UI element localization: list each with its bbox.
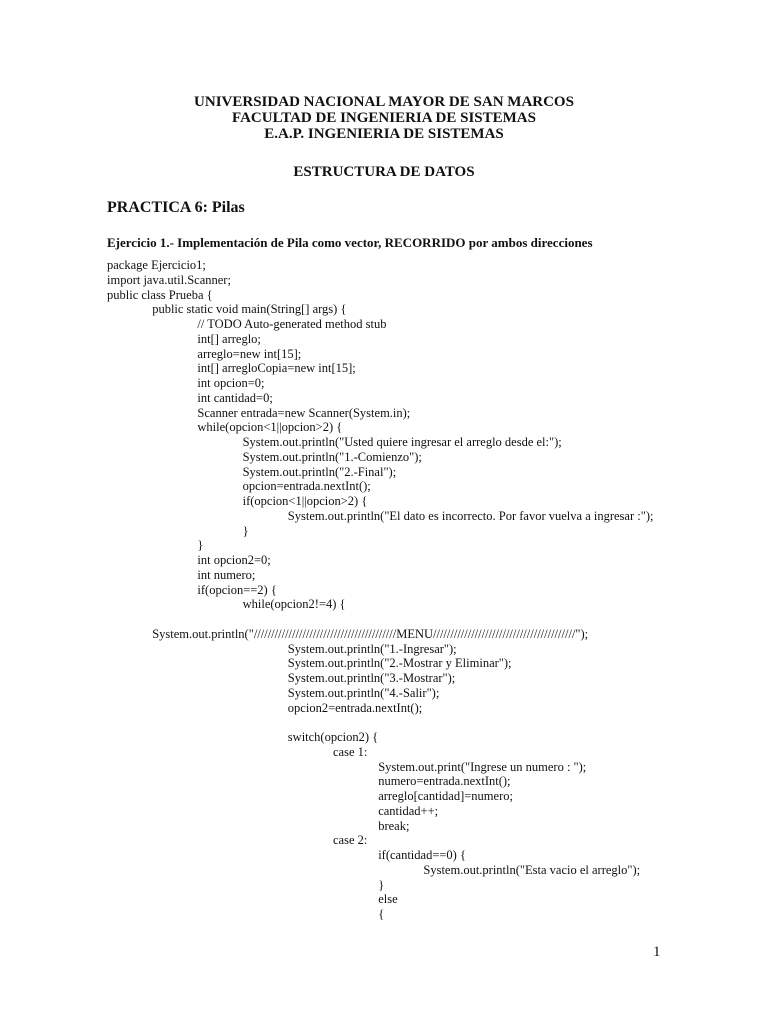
code-line: System.out.println("2.-Mostrar y Eliminar"); bbox=[287, 656, 512, 671]
code-line: int opcion2=0; bbox=[197, 553, 271, 567]
code-line: switch(opcion2) { bbox=[287, 730, 379, 744]
code-line: } bbox=[197, 538, 204, 553]
code-line: System.out.println("/////////////////////////////////////////MENU/////////////////////////////////////////"); bbox=[152, 626, 589, 641]
code-line: case 1: bbox=[333, 744, 368, 759]
code-line: cantidad++; bbox=[378, 803, 439, 818]
code-line: System.out.println("Esta vacio el arreglo"); bbox=[423, 862, 641, 877]
school-title: E.A.P. INGENIERIA DE SISTEMAS bbox=[264, 126, 504, 142]
code-line: System.out.println("2.-Final"); bbox=[242, 464, 397, 479]
faculty-title: FACULTAD DE INGENIERIA DE SISTEMAS bbox=[232, 110, 536, 126]
code-line: arreglo[cantidad]=numero; bbox=[378, 789, 513, 803]
code-line: else bbox=[378, 892, 398, 907]
code-line: while(opcion2!=4) { bbox=[242, 597, 346, 612]
code-line: } bbox=[242, 523, 249, 538]
code-line: opcion2=entrada.nextInt(); bbox=[287, 700, 423, 715]
exercise-title: Ejercicio 1.- Implementación de Pila como vector, RECORRIDO por ambos direcciones bbox=[107, 235, 593, 250]
code-line: Scanner entrada=new Scanner(System.in); bbox=[197, 405, 411, 420]
code-line: public static void main(String[] args) { bbox=[152, 302, 347, 317]
code-line: numero=entrada.nextInt(); bbox=[378, 774, 511, 789]
university-title: UNIVERSIDAD NACIONAL MAYOR DE SAN MARCOS bbox=[194, 94, 574, 110]
code-line: opcion=entrada.nextInt(); bbox=[242, 479, 371, 494]
code-line: System.out.println("El dato es incorrecto. Por favor vuelva a ingresar :"); bbox=[287, 508, 654, 523]
code-line: if(cantidad==0) { bbox=[378, 848, 466, 862]
code-line: if(opcion==2) { bbox=[197, 582, 277, 597]
code-line: while(opcion<1||opcion>2) { bbox=[197, 420, 343, 435]
code-line: { bbox=[378, 907, 385, 921]
code-line: break; bbox=[378, 818, 410, 833]
code-line: int numero; bbox=[197, 567, 256, 582]
code-line: System.out.println("1.-Comienzo"); bbox=[242, 449, 422, 464]
code-line: import java.util.Scanner; bbox=[107, 272, 231, 287]
course-title: ESTRUCTURA DE DATOS bbox=[293, 164, 475, 180]
practice-title: PRACTICA 6: Pilas bbox=[107, 199, 245, 216]
code-line: arreglo=new int[15]; bbox=[197, 346, 302, 361]
code-line: package Ejercicio1; bbox=[107, 258, 206, 272]
code-line: case 2: bbox=[333, 833, 368, 848]
code-line: System.out.print("Ingrese un numero : "); bbox=[378, 759, 587, 774]
code-line: System.out.println("1.-Ingresar"); bbox=[287, 641, 457, 656]
code-line: System.out.println("3.-Mostrar"); bbox=[287, 671, 456, 685]
code-line: } bbox=[378, 877, 385, 892]
code-line: System.out.println("Usted quiere ingresar el arreglo desde el:"); bbox=[242, 435, 562, 449]
code-line: int cantidad=0; bbox=[197, 390, 273, 405]
code-line: int[] arreglo; bbox=[197, 331, 261, 346]
code-line: int opcion=0; bbox=[197, 376, 265, 390]
code-line: System.out.println("4.-Salir"); bbox=[287, 685, 440, 700]
code-line: if(opcion<1||opcion>2) { bbox=[242, 494, 368, 508]
code-line: int[] arregloCopia=new int[15]; bbox=[197, 361, 356, 376]
page-number: 1 bbox=[653, 944, 661, 960]
code-line: public class Prueba { bbox=[107, 287, 213, 302]
code-line: // TODO Auto-generated method stub bbox=[197, 317, 387, 331]
